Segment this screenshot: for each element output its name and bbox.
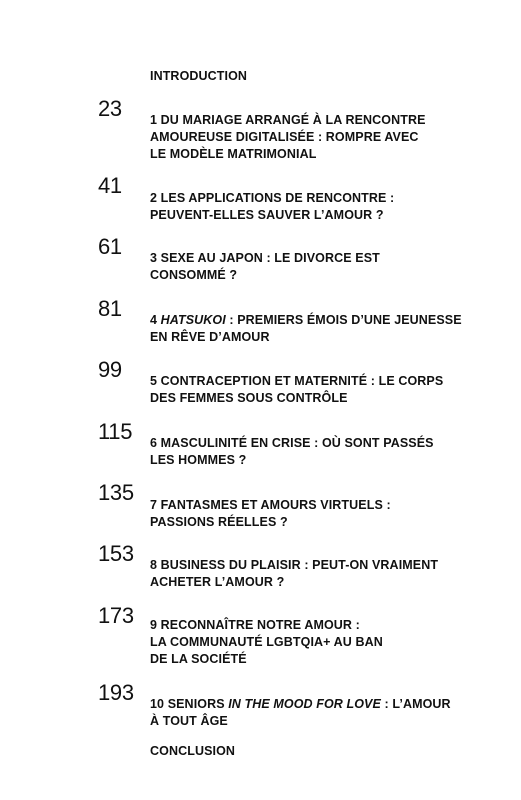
introduction-heading: INTRODUCTION: [150, 69, 248, 83]
chapter-title-line: ACHETER L’AMOUR ?: [150, 575, 285, 589]
chapter-title: [150, 557, 500, 591]
chapter-title-line: DE LA SOCIÉTÉ: [150, 652, 247, 666]
chapter-title-line: RECONNAÎTRE NOTRE AMOUR :: [160, 618, 360, 632]
chapter-title-line: DU MARIAGE ARRANGÉ À LA RENCONTRE: [160, 113, 426, 127]
page-number: 23: [98, 96, 122, 121]
chapter-number: 10: [150, 697, 165, 711]
page-number: 41: [98, 173, 122, 198]
chapter-title-line: LES APPLICATIONS DE RENCONTRE :: [160, 191, 395, 205]
chapter-number: 6: [150, 436, 158, 450]
chapter-title-line: PEUVENT-ELLES SAUVER L’AMOUR ?: [150, 208, 384, 222]
chapter-title-line: EN RÊVE D’AMOUR: [150, 330, 270, 344]
page-number: 153: [98, 541, 134, 566]
chapter-title-line: : PREMIERS ÉMOIS D’UNE JEUNESSE: [225, 313, 462, 327]
chapter-title-line: LE MODÈLE MATRIMONIAL: [150, 147, 317, 161]
chapter-number: 7: [150, 498, 158, 512]
chapter-title-line: PASSIONS RÉELLES ?: [150, 515, 288, 529]
chapter-title: [150, 696, 500, 730]
chapter-title-line: À TOUT ÂGE: [150, 714, 228, 728]
chapter-title-line: BUSINESS DU PLAISIR : PEUT-ON VRAIMENT: [160, 558, 439, 572]
page-number: 115: [98, 419, 133, 444]
chapter-title-line: MASCULINITÉ EN CRISE : OÙ SONT PASSÉS: [160, 436, 434, 450]
chapter-title-line: : L’AMOUR: [380, 697, 451, 711]
chapter-title-line: FANTASMES ET AMOURS VIRTUELS :: [160, 498, 391, 512]
chapter-title-line: SEXE AU JAPON : LE DIVORCE EST: [160, 251, 380, 265]
page-number: 61: [98, 234, 122, 259]
chapter-title: [150, 497, 500, 531]
page-number: 99: [98, 357, 122, 382]
page-number: 193: [98, 680, 134, 705]
chapter-title-line: LES HOMMES ?: [150, 453, 247, 467]
chapter-number: 9: [150, 618, 158, 632]
conclusion-heading: CONCLUSION: [150, 744, 236, 758]
chapter-title: [150, 112, 500, 163]
chapter-title-line: CONSOMMÉ ?: [150, 268, 238, 282]
page-number: 81: [98, 296, 122, 321]
page-number: 173: [98, 603, 134, 628]
chapter-number: 3: [150, 251, 158, 265]
chapter-title: [150, 373, 500, 407]
chapter-number: 4: [150, 313, 158, 327]
chapter-title: [150, 617, 500, 668]
chapter-title-prefix: SENIORS: [167, 697, 229, 711]
chapter-title: [150, 435, 500, 469]
chapter-title-line: LA COMMUNAUTÉ LGBTQIA+ AU BAN: [150, 635, 383, 649]
chapter-number: 5: [150, 374, 158, 388]
chapter-title-italic: HATSUKOI: [160, 313, 226, 327]
chapter-number: 1: [150, 113, 158, 127]
chapter-title: [150, 250, 500, 284]
chapter-title: [150, 312, 500, 346]
chapter-number: 2: [150, 191, 158, 205]
chapter-title-italic: IN THE MOOD FOR LOVE: [228, 697, 381, 711]
page-number: 135: [98, 480, 134, 505]
chapter-title-line: DES FEMMES SOUS CONTRÔLE: [150, 391, 348, 405]
chapter-title: [150, 190, 500, 224]
chapter-title-line: AMOUREUSE DIGITALISÉE : ROMPRE AVEC: [150, 130, 419, 144]
chapter-number: 8: [150, 558, 158, 572]
chapter-title-line: CONTRACEPTION ET MATERNITÉ : LE CORPS: [160, 374, 444, 388]
